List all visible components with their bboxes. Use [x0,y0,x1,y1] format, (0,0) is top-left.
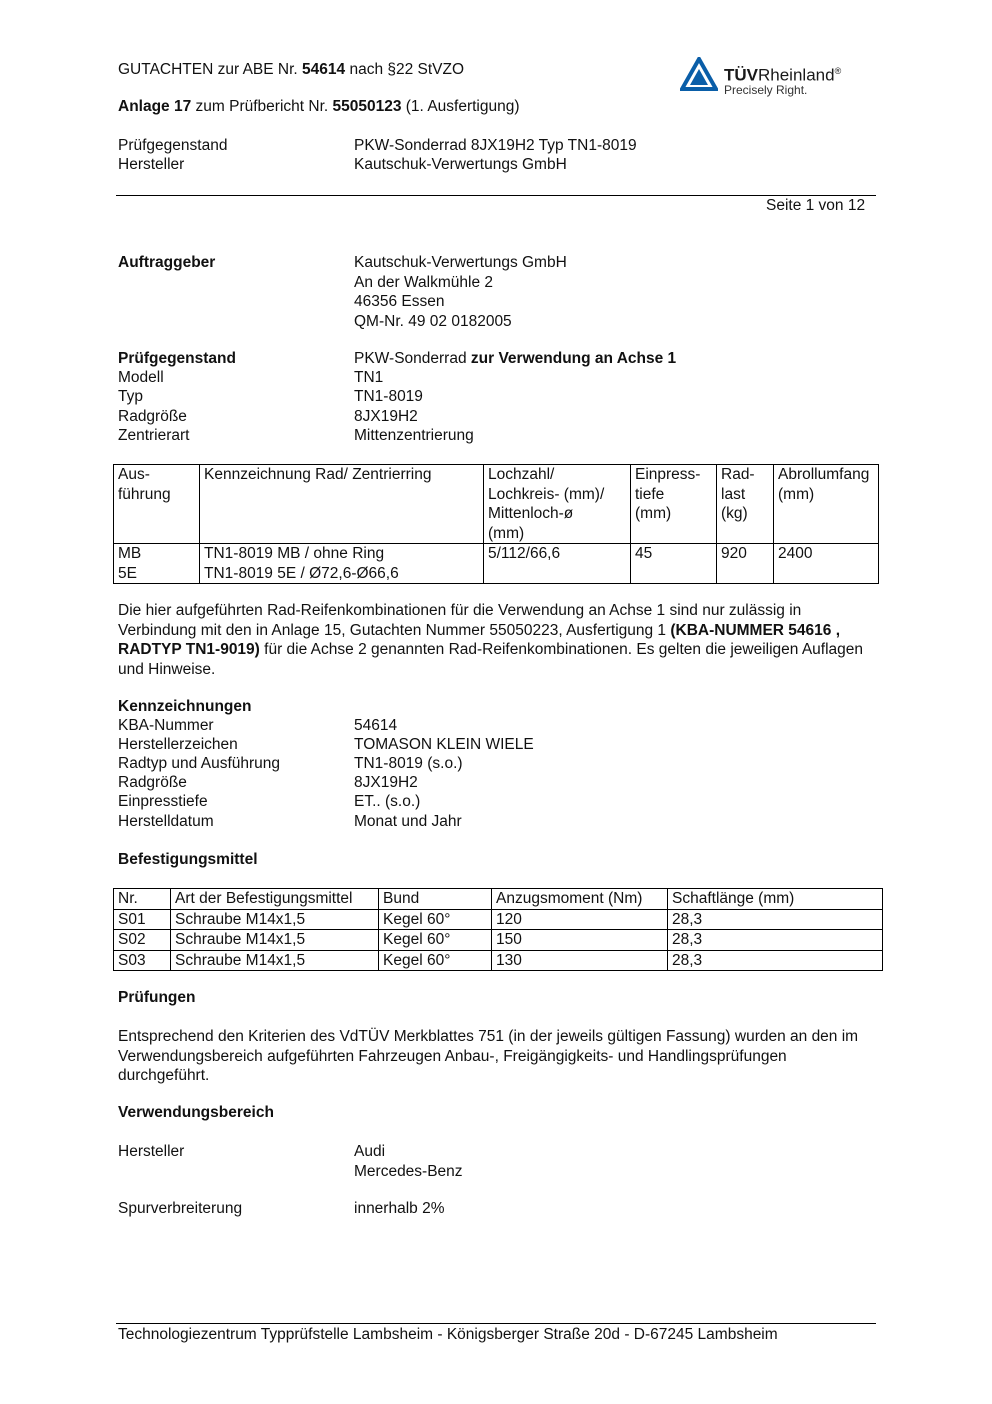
col-header: Aus- führung [114,465,200,544]
table-cell: S02 [114,930,171,951]
table-cell: 28,3 [668,930,883,951]
pruefungen-text: Entsprechend den Kriterien des VdTÜV Merkblattes 751 (in der jeweils gültigen Fassung) wurden an den im Verwendungsbereich aufgeführten Fahrzeugen Anbau-, Freigängigkeits- und Handlingsprüfungen durchgeführt. [118,1028,859,1084]
footer-text: Technologiezentrum Typprüfstelle Lambsheim - Königsberger Straße 20d - D-67245 Lambsheim [118,1326,778,1343]
header-pg-value: PKW-Sonderrad 8JX19H2 Typ TN1-8019 [354,137,637,154]
pg-row-label: Typ [118,388,143,405]
fastener-table [113,888,883,971]
col-header: Einpress- tiefe (mm) [631,465,717,544]
pruefbericht-number: 55050123 [332,98,402,115]
kz-label: Radtyp und Ausführung [118,755,281,772]
table-cell: 5/112/66,6 [484,544,631,584]
kz-value: TN1-8019 (s.o.) [354,755,463,772]
logo-brand [724,61,841,86]
fastener-table-header [114,889,883,910]
ausfertigung: (1. Ausfertigung) [401,98,520,115]
table-cell: 28,3 [668,909,883,930]
page-number: Seite 1 von 12 [766,197,866,214]
table-cell: 920 [717,544,774,584]
pg-value-bold: zur Verwendung an Achse 1 [470,350,677,367]
col-header: Kennzeichnung Rad/ Zentrierring [200,465,484,544]
kz-label: Radgröße [118,774,187,791]
table-cell: MB 5E [114,544,200,584]
vb-hersteller-value: Mercedes-Benz [354,1162,463,1180]
pruefungen-title: Prüfungen [118,989,196,1006]
table-cell: S01 [114,909,171,930]
table-cell: Schraube M14x1,5 [171,909,379,930]
pruefgegenstand-value [354,349,676,369]
table-row [114,950,883,971]
title-suffix: nach §22 StVZO [345,61,465,78]
col-header: Art der Befestigungsmittel [171,889,379,910]
logo-registered: ® [834,66,842,76]
wheel-table-header [114,465,879,544]
table-row [114,544,879,584]
address-line: An der Walkmühle 2 [354,273,493,291]
pg-row-value: 8JX19H2 [354,408,418,425]
table-cell: 150 [492,930,668,951]
pruefgegenstand-label: Prüfgegenstand [118,350,236,367]
col-header: Abrollumfang (mm) [774,465,879,544]
notice-text-end: für die Achse 2 genannten Rad-Reifenkombinationen. Es gelten die jeweiligen Auflagen und Hinweise. [118,641,864,678]
logo-tagline: Precisely Right. [724,83,808,97]
pg-row-label: Modell [118,369,164,386]
table-cell: Kegel 60° [379,909,492,930]
logo-brand-bold: TÜV [724,65,758,85]
table-cell: S03 [114,950,171,971]
pg-row-label: Zentrierart [118,427,190,444]
table-cell: 28,3 [668,950,883,971]
col-header: Anzugsmoment (Nm) [492,889,668,910]
table-cell: TN1-8019 MB / ohne Ring TN1-8019 5E / Ø72,6-Ø66,6 [200,544,484,584]
kz-label: Herstelldatum [118,813,214,830]
vb-spur-label: Spurverbreiterung [118,1200,243,1217]
kz-label: Herstellerzeichen [118,736,238,753]
befestigung-title: Befestigungsmittel [118,851,258,868]
kz-label: Einpresstiefe [118,793,208,810]
address-line: 46356 Essen [354,293,445,310]
col-header: Rad- last (kg) [717,465,774,544]
triangle-logo-icon [680,57,718,91]
col-header: Schaftlänge (mm) [668,889,883,910]
footer-divider [116,1323,876,1324]
notice-text: Die hier aufgeführten Rad-Reifenkombinationen für die Verwendung an Achse 1 sind nur zulässig in Verbindung mit den in Anlage 15, Gutachten Nummer 55050223, Ausfertigung 1 [118,602,802,639]
combination-notice [118,601,868,679]
kz-value: ET.. (s.o.) [354,793,421,810]
kz-value: TOMASON KLEIN WIELE [354,736,534,753]
table-cell: Kegel 60° [379,930,492,951]
vb-hersteller-values [354,1142,463,1181]
tuv-rheinland-logo [680,55,870,105]
pg-row-value: TN1-8019 [354,388,423,405]
col-header: Nr. [114,889,171,910]
table-cell: Kegel 60° [379,950,492,971]
header-hersteller-value: Kautschuk-Verwertungs GmbH [354,156,567,173]
vb-hersteller-label: Hersteller [118,1143,185,1160]
address-line: QM-Nr. 49 02 0182005 [354,312,512,330]
col-header: Lochzahl/ Lochkreis- (mm)/ Mittenloch-ø (mm) [484,465,631,544]
notice-bold: (KBA-NUMMER 54616 , RADTYP TN1-9019) [118,621,841,658]
verwendungsbereich-title: Verwendungsbereich [118,1104,274,1121]
table-cell: 120 [492,909,668,930]
auftraggeber-address [354,253,567,331]
kz-value: 54614 [354,717,398,734]
vb-hersteller-value: Audi [354,1143,386,1160]
table-cell: Schraube M14x1,5 [171,930,379,951]
table-cell: Schraube M14x1,5 [171,950,379,971]
header-divider [116,195,876,196]
pg-row-label: Radgröße [118,408,187,425]
header-pg-label: Prüfgegenstand [118,137,228,154]
pg-value-text: PKW-Sonderrad [354,350,471,367]
table-cell: 130 [492,950,668,971]
pg-row-value: TN1 [354,369,384,386]
header-hersteller-label: Hersteller [118,156,185,173]
address-line: Kautschuk-Verwertungs GmbH [354,254,567,271]
auftraggeber-label: Auftraggeber [118,254,216,271]
anlage-label: Anlage 17 [118,98,192,115]
abe-number: 54614 [302,61,346,78]
document-title [118,60,464,80]
anlage-text: zum Prüfbericht Nr. [191,98,333,115]
kz-value: Monat und Jahr [354,813,462,830]
col-header: Bund [379,889,492,910]
kennzeichnungen-title: Kennzeichnungen [118,698,252,715]
anlage-line [118,97,520,117]
logo-brand-rest: Rheinland [758,65,835,85]
title-text: GUTACHTEN zur ABE Nr. [118,61,303,78]
vb-spur-value: innerhalb 2% [354,1200,445,1217]
wheel-table [113,464,879,584]
table-cell: 45 [631,544,717,584]
table-cell: 2400 [774,544,879,584]
pg-row-value: Mittenzentrierung [354,427,474,444]
kz-value: 8JX19H2 [354,774,418,791]
table-row [114,930,883,951]
table-row [114,909,883,930]
kz-label: KBA-Nummer [118,717,214,734]
